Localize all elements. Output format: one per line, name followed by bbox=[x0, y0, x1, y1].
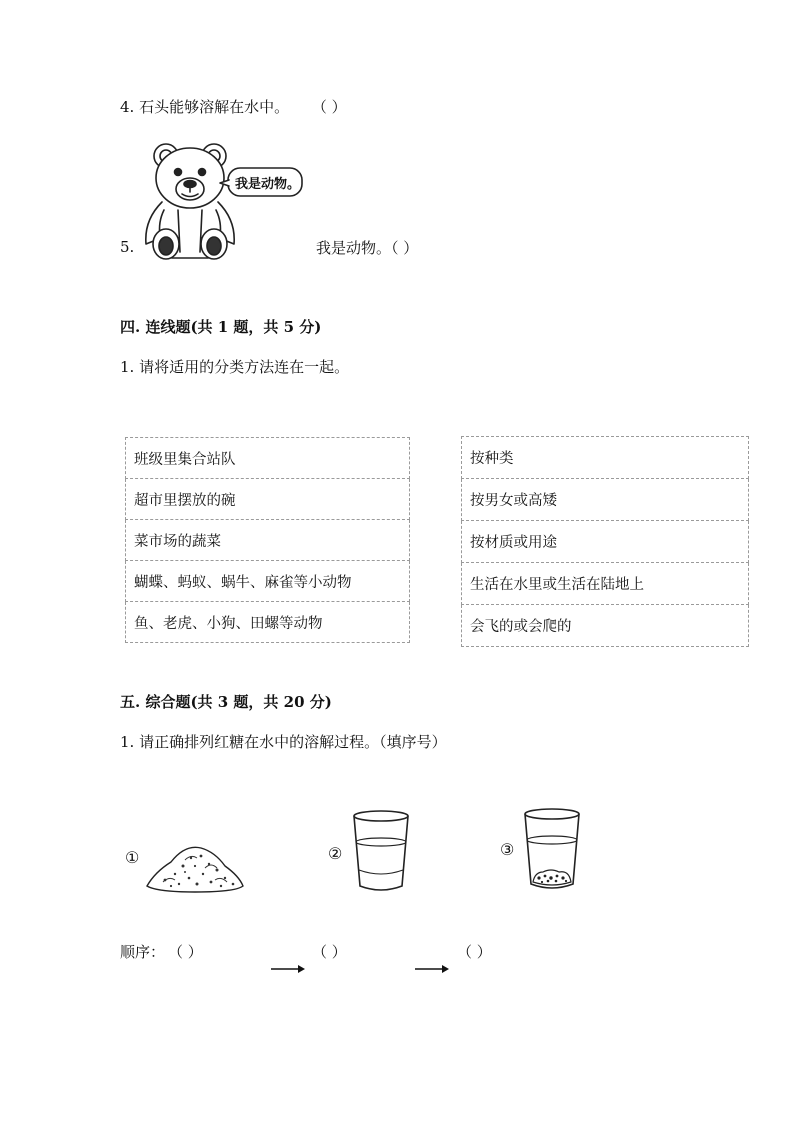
glass-with-sugar-image bbox=[521, 806, 583, 892]
order-blank-3[interactable]: （ ） bbox=[457, 943, 492, 961]
right-item[interactable]: 按材质或用途 bbox=[462, 521, 749, 563]
teddy-bear-illustration bbox=[138, 140, 308, 265]
section-4-title: 四. 连线题(共 1 题，共 5 分) bbox=[120, 318, 322, 336]
left-item[interactable]: 蝴蝶、蚂蚁、蜗牛、麻雀等小动物 bbox=[126, 561, 410, 602]
order-blank-2[interactable]: （ ） bbox=[312, 943, 347, 961]
left-item[interactable]: 班级里集合站队 bbox=[126, 438, 410, 479]
section-4-question: 1. 请将适用的分类方法连在一起。 bbox=[120, 358, 350, 376]
question-4-answer-blank[interactable]: （ ） bbox=[311, 98, 347, 116]
left-item[interactable]: 超市里摆放的碗 bbox=[126, 479, 410, 520]
brown-sugar-pile-image bbox=[145, 838, 245, 894]
arrow-right-icon bbox=[414, 963, 450, 975]
order-blank-1[interactable]: （ ） bbox=[168, 943, 203, 961]
left-item[interactable]: 菜市场的蔬菜 bbox=[126, 520, 410, 561]
section-5-title: 五. 综合题(共 3 题，共 20 分) bbox=[120, 693, 332, 711]
left-item[interactable]: 鱼、老虎、小狗、田螺等动物 bbox=[126, 602, 410, 643]
question-5-number: 5. bbox=[120, 238, 135, 256]
arrow-right-icon bbox=[270, 963, 306, 975]
right-item[interactable]: 按男女或高矮 bbox=[462, 479, 749, 521]
label-1: ① bbox=[125, 848, 140, 867]
right-item[interactable]: 会飞的或会爬的 bbox=[462, 605, 749, 647]
right-item[interactable]: 按种类 bbox=[462, 437, 749, 479]
question-5-statement[interactable]: 我是动物。（ ） bbox=[316, 239, 419, 257]
glass-of-water-image bbox=[350, 808, 412, 894]
speech-bubble-text: 我是动物。 bbox=[235, 177, 301, 192]
right-match-column bbox=[461, 436, 749, 647]
left-match-column bbox=[125, 437, 410, 643]
order-label: 顺序： bbox=[120, 943, 166, 961]
question-4-text: 4. 石头能够溶解在水中。 bbox=[120, 98, 290, 116]
question-4 bbox=[120, 96, 347, 117]
label-2: ② bbox=[328, 844, 343, 863]
label-3: ③ bbox=[500, 840, 515, 859]
section-5-question: 1. 请正确排列红糖在水中的溶解过程。（填序号） bbox=[120, 733, 447, 751]
right-item[interactable]: 生活在水里或生活在陆地上 bbox=[462, 563, 749, 605]
